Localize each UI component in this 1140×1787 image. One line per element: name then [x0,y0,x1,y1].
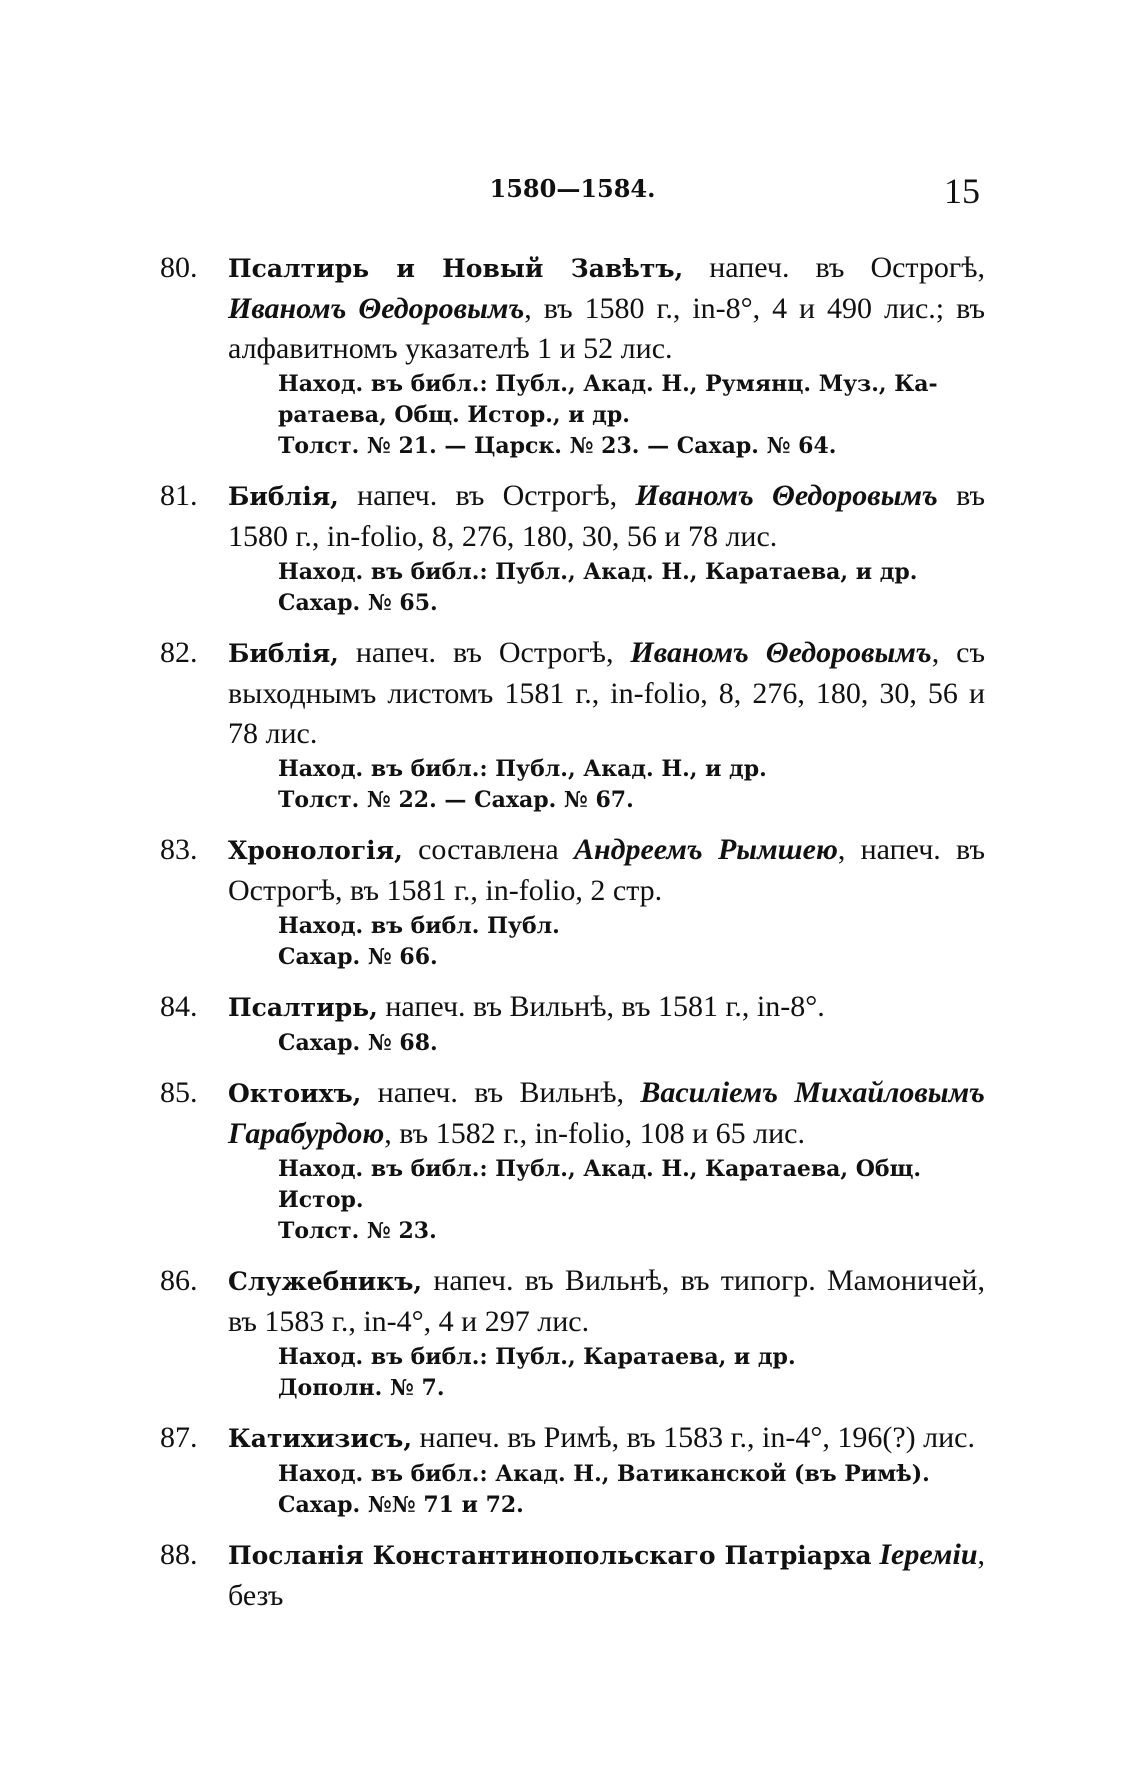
entry-holdings-note: Наход. въ библ.: Публ., Акад. Н., и др. [278,756,767,782]
entry-author: Василіемъ Михайловымъ Гарабурдою [228,1076,985,1150]
entry-text-continued: , напеч. въ Острогѣ, въ 1581 г., in-folio, 2 стр. [228,833,985,907]
entry-description [228,476,985,557]
running-header [165,170,980,210]
entry-holdings-note: Толст. № 23. [278,1218,437,1244]
entry-number: 87. [160,1421,198,1454]
page-number: 15 [944,171,980,211]
entry-holdings-note: Сахар. №№ 71 и 72. [278,1492,524,1518]
entry-holdings-note: Наход. въ библ.: Публ., Каратаева, и др. [278,1344,796,1370]
entry-text: напеч. въ Вильнѣ, въ типогр. Мамоничей, въ 1583 г., in-4°, 4 и 297 лис. [228,1264,985,1338]
entry-title: Хронологія, [228,836,403,865]
entry-text: напеч. въ Острогѣ, [338,479,636,512]
entry-holdings-note: ратаева, Общ. Истор., и др. [278,402,630,428]
catalog-entry [160,1073,985,1247]
entry-holdings-note: Истор. [278,1187,364,1213]
catalog-entry [160,476,985,619]
entry-description [228,248,985,369]
entry-number: 86. [160,1264,198,1297]
entry-text: составлена [402,833,574,866]
entry-text: напеч. въ Острогѣ, [338,636,631,669]
entry-number: 85. [160,1076,198,1109]
entry-text: напеч. въ Острогѣ, [683,251,985,284]
entry-text: напеч. въ Вильнѣ, въ 1581 г., in-8°. [377,990,825,1023]
entry-text-continued: въ 1580 г., in-folio, 8, 276, 180, 30, 56 и 78 лис. [228,479,986,553]
entry-author: Иваномъ Θедоровымъ [228,292,525,325]
entry-title: Псалтирь, [228,993,378,1022]
entry-number: 82. [160,636,198,669]
catalog-entry [160,830,985,973]
entry-number: 80. [160,251,198,284]
entry-title: Октоихъ, [228,1079,362,1108]
entry-title: Катихизисъ, [228,1424,413,1453]
entry-number: 83. [160,833,198,866]
catalog-entries [160,248,985,1630]
catalog-entry [160,987,985,1059]
catalog-entry [160,1535,985,1616]
entry-holdings-note: Наход. въ библ. Публ. [278,913,560,939]
catalog-entry [160,248,985,462]
entry-title: Псалтирь и Новый Завѣтъ, [228,254,684,283]
entry-description [228,1418,985,1459]
entry-number: 84. [160,990,198,1023]
entry-holdings-note: Наход. въ библ.: Публ., Акад. Н., Каратаева, Общ. [278,1156,922,1182]
header-years: 1580—1584. [489,174,656,203]
entry-holdings-note: Наход. въ библ.: Публ., Акад. Н., Каратаева, и др. [278,559,918,585]
entry-holdings-note: Толст. № 21. — Царск. № 23. — Сахар. № 64. [278,433,837,459]
entry-holdings-note: Наход. въ библ.: Публ., Акад. Н., Румянц. Муз., Ка- [278,371,938,397]
entry-author: Іереміи [879,1538,978,1571]
catalog-entry [160,1261,985,1404]
entry-description [228,987,985,1028]
entry-holdings-note: Сахар. № 66. [278,944,438,970]
entry-number: 81. [160,479,198,512]
entry-holdings-note: Сахар. № 65. [278,590,438,616]
entry-text-continued: , безъ [228,1538,986,1612]
entry-title: Библія, [228,639,339,668]
entry-holdings-note: Наход. въ библ.: Акад. Н., Ватиканской (въ Римѣ). [278,1461,930,1487]
entry-author: Андреемъ Рымшею [573,833,838,866]
entry-title: Служебникъ, [228,1267,423,1296]
entry-number: 88. [160,1538,198,1571]
entry-description [228,1073,985,1154]
entry-description [228,830,985,911]
entry-holdings-note: Дополн. № 7. [278,1375,445,1401]
entry-text-continued: , съ выходнымъ листомъ 1581 г., in-folio, 8, 276, 180, 30, 56 и 78 лис. [228,636,986,750]
entry-text: напеч. въ Римѣ, въ 1583 г., in-4°, 196(?) лис. [412,1421,975,1454]
entry-text-continued: , въ 1580 г., in-8°, 4 и 490 лис.; въ алфавитномъ указателѣ 1 и 52 лис. [228,292,985,365]
entry-description [228,633,985,754]
entry-text: напеч. въ Вильнѣ, [361,1076,641,1109]
entry-author: Иваномъ Θедоровымъ [635,479,938,512]
catalog-entry [160,1418,985,1521]
entry-holdings-note: Толст. № 22. — Сахар. № 67. [278,787,634,813]
entry-text-continued: , въ 1582 г., in-folio, 108 и 65 лис. [384,1117,805,1150]
entry-description [228,1535,985,1616]
entry-author: Иваномъ Θедоровымъ [630,636,932,669]
catalog-entry [160,633,985,816]
entry-title: Библія, [228,482,339,511]
entry-title: Посланія Константинопольскаго Патріарха [228,1541,872,1570]
entry-holdings-note: Сахар. № 68. [278,1030,438,1056]
entry-description [228,1261,985,1342]
